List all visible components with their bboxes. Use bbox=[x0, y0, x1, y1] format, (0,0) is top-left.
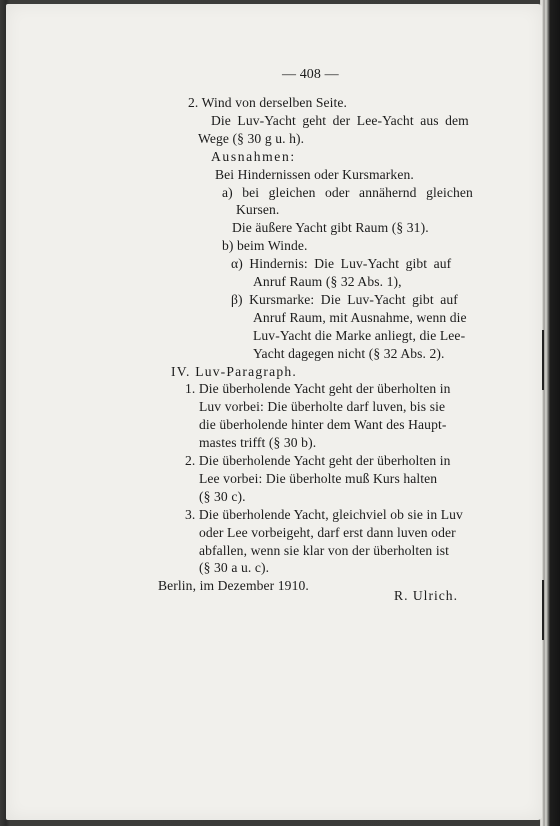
text-line: mastes trifft (§ 30 b). bbox=[199, 435, 317, 451]
page-number: — 408 — bbox=[282, 67, 339, 82]
text-line: Die Luv-Yacht geht der Lee-Yacht aus dem bbox=[211, 112, 469, 128]
text-line: 2. Wind von derselben Seite. bbox=[188, 95, 348, 110]
text-line: β) Kursmarke: Die Luv-Yacht gibt auf bbox=[231, 291, 458, 307]
text-line: die überholende hinter dem Want des Haupt- bbox=[199, 417, 447, 433]
text-line: Bei Hindernissen oder Kursmarken. bbox=[215, 166, 414, 182]
text-line: oder Lee vorbeigeht, darf erst dann luven oder bbox=[199, 524, 456, 540]
signature: R. Ulrich. bbox=[394, 588, 458, 604]
text-line: Luv vorbei: Die überholte darf luven, bis sie bbox=[199, 399, 446, 415]
text-line: Anruf Raum, mit Ausnahme, wenn die bbox=[253, 309, 467, 325]
text-line: 2. Die überholende Yacht geht der überholten in bbox=[185, 453, 451, 468]
text-line: α) Hindernis: Die Luv-Yacht gibt auf bbox=[231, 256, 452, 272]
text-line: abfallen, wenn sie klar von der überholten ist bbox=[199, 542, 449, 558]
text-line: Anruf Raum (§ 32 Abs. 1), bbox=[253, 274, 402, 289]
text-line: Lee vorbei: Die überholte muß Kurs halten bbox=[199, 470, 438, 486]
text-line: Luv-Yacht die Marke anliegt, die Lee- bbox=[253, 327, 466, 343]
section-heading: IV. Luv-Paragraph. bbox=[171, 363, 297, 379]
text-line: Wege (§ 30 g u. h). bbox=[198, 130, 305, 146]
text-line: Yacht dagegen nicht (§ 32 Abs. 2). bbox=[253, 345, 445, 361]
text-line: (§ 30 a u. c). bbox=[199, 560, 270, 576]
place-date-line: Berlin, im Dezember 1910. bbox=[158, 578, 309, 594]
text-line: (§ 30 c). bbox=[199, 488, 246, 504]
book-edge bbox=[540, 0, 560, 826]
text-line: Die äußere Yacht gibt Raum (§ 31). bbox=[232, 220, 429, 236]
text-line: b) beim Winde. bbox=[222, 238, 308, 254]
text-line: a) bei gleichen oder annähernd gleichen bbox=[222, 184, 473, 200]
text-line: Kursen. bbox=[236, 202, 280, 218]
text-line: Ausnahmen: bbox=[211, 148, 296, 164]
text-line: 3. Die überholende Yacht, gleichviel ob sie in Luv bbox=[185, 506, 463, 522]
text-line: 1. Die überholende Yacht geht der überholten in bbox=[185, 381, 451, 397]
